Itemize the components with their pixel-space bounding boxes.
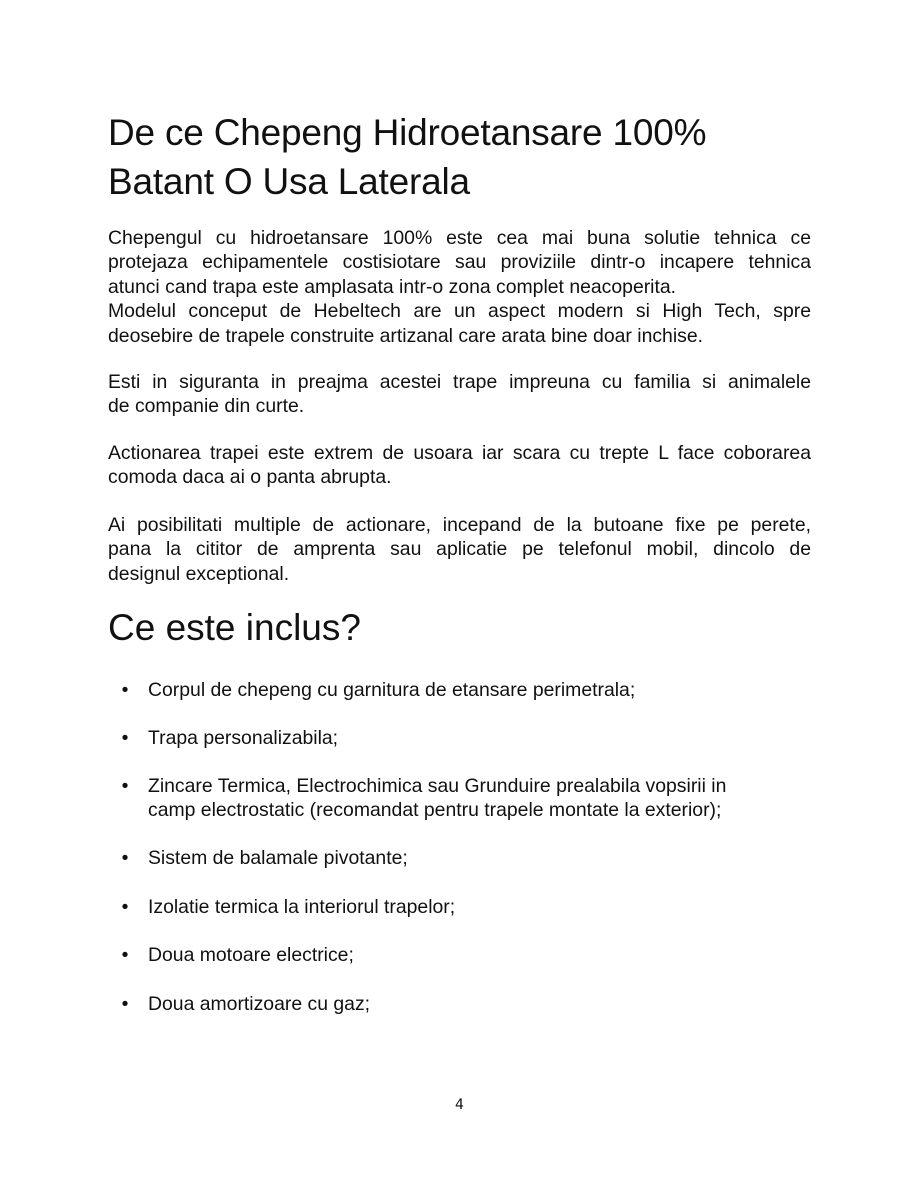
list-item-text: Trapa personalizabila; xyxy=(148,727,339,749)
list-item-text: Izolatie termica la interiorul trapelor; xyxy=(148,896,456,918)
list-item-text: Doua motoare electrice; xyxy=(148,944,354,966)
list-item-line: camp electrostatic (recomandat pentru trapele montate la exterior); xyxy=(148,799,722,822)
paragraph-intro xyxy=(108,226,811,348)
paragraph-actuation-options xyxy=(108,513,811,586)
paragraph-line: deosebire de trapele construite artizanal care arata bine doar inchise. xyxy=(108,324,704,347)
paragraph-line: comoda daca ai o panta abrupta. xyxy=(108,466,392,489)
paragraph-line: pana la cititor de amprenta sau aplicatie pe telefonul mobil, dincolo de xyxy=(108,538,811,561)
paragraph-line: designul exceptional. xyxy=(108,562,290,585)
paragraph-line: Chepengul cu hidroetansare 100% este cea mai buna solutie tehnica ce xyxy=(108,227,811,249)
bullet-icon: • xyxy=(121,993,129,1015)
list-item-text: Corpul de chepeng cu garnitura de etansare perimetrala; xyxy=(148,679,636,701)
paragraph-line: de companie din curte. xyxy=(108,395,305,418)
list-item-text xyxy=(148,774,808,823)
paragraph-line: protejaza echipamentele costisiotare sau proviziile dintr-o incapere tehnica xyxy=(108,251,811,274)
page-title-line-1: De ce Chepeng Hidroetansare 100% xyxy=(108,112,707,153)
paragraph-safety xyxy=(108,370,811,419)
paragraph-line: Actionarea trapei este extrem de usoara iar scara cu trepte L face coborarea xyxy=(108,442,811,464)
paragraph-line: Ai posibilitati multiple de actionare, incepand de la butoane fixe pe perete, xyxy=(108,514,811,536)
paragraph-line: Esti in siguranta in preajma acestei trape impreuna cu familia si animalele xyxy=(108,371,811,393)
section-heading-included: Ce este inclus? xyxy=(108,607,361,648)
page-title xyxy=(108,108,808,206)
list-item-text: Sistem de balamale pivotante; xyxy=(148,847,408,869)
bullet-icon: • xyxy=(121,847,129,869)
bullet-icon: • xyxy=(121,727,129,749)
paragraph-line: Modelul conceput de Hebeltech are un aspect modern si High Tech, spre xyxy=(108,300,811,323)
bullet-icon: • xyxy=(121,775,129,797)
bullet-icon: • xyxy=(121,944,129,966)
paragraph-line: atunci cand trapa este amplasata intr-o zona complet neacoperita. xyxy=(108,275,677,298)
bullet-icon: • xyxy=(121,896,129,918)
page-title-line-2: Batant O Usa Laterala xyxy=(108,161,470,202)
page-number: 4 xyxy=(455,1097,464,1113)
list-item-text: Doua amortizoare cu gaz; xyxy=(148,993,371,1015)
list-item-line: Zincare Termica, Electrochimica sau Grunduire prealabila vopsirii in xyxy=(148,775,727,797)
paragraph-operation xyxy=(108,441,811,490)
bullet-icon: • xyxy=(121,679,129,701)
